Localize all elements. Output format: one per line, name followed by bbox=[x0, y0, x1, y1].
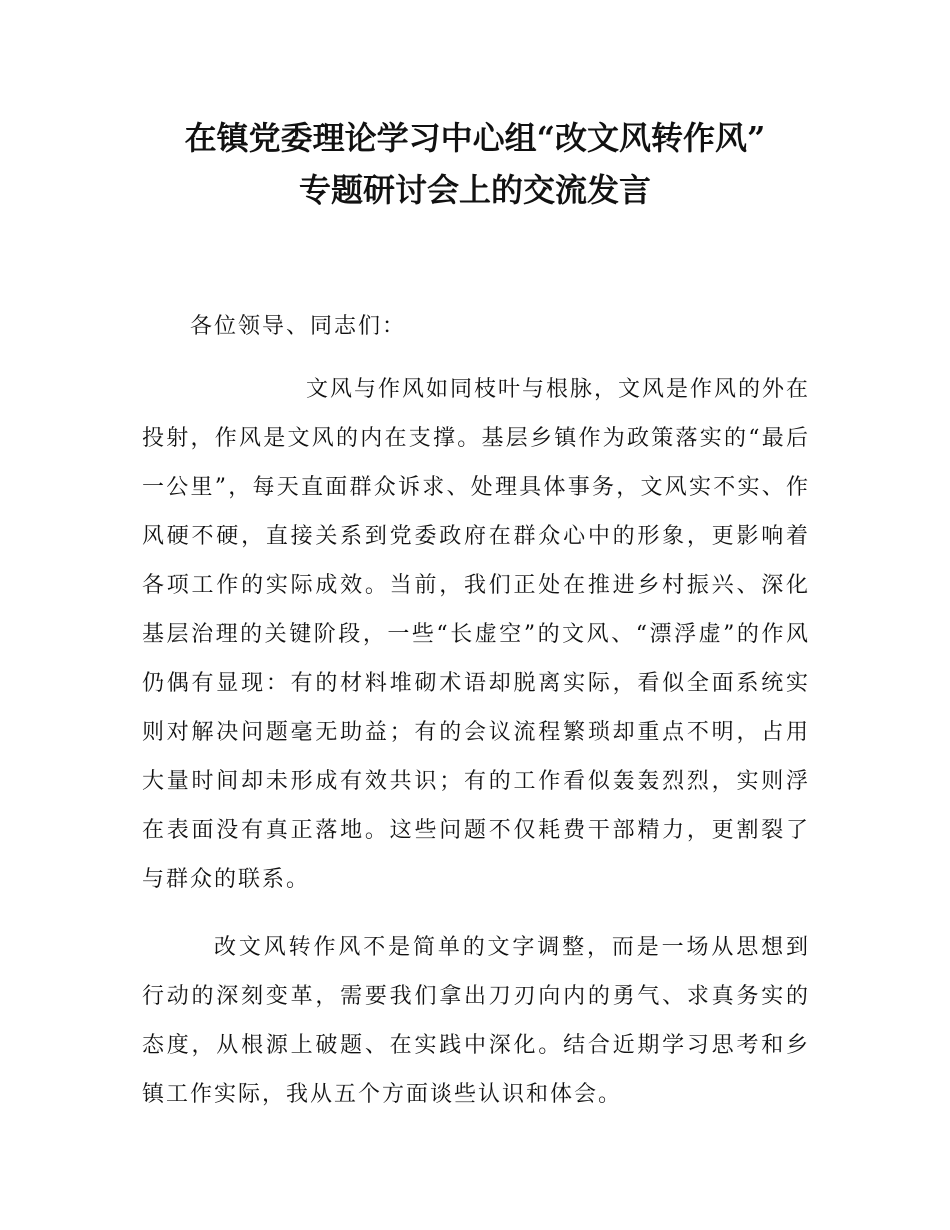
document-title-line-2: 专题研讨会上的交流发言 bbox=[298, 171, 651, 209]
document-title-line-1: 在镇党委理论学习中心组“改文风转作风” bbox=[184, 119, 766, 157]
salutation: 各位领导、同志们： bbox=[190, 314, 407, 339]
paragraph-1: 文风与作风如同枝叶与根脉，文风是作风的外在投射，作风是文风的内在支撑。基层乡镇作为政策落实的“最后一公里”，每天直面群众诉求、处理具体事务，文风实不实、作风硬不硬，直接关系到党委政府在群众心中的形象，更影响着各项工作的实际成效。当前，我们正处在推进乡村振兴、深化基层治理的关键阶段，一些“长虚空”的文风、“漂浮虚”的作风仍偶有显现：有的材料堆砌术语却脱离实际，看似全面系统实则对解决问题毫无助益；有的会议流程繁琐却重点不明，占用大量时间却未形成有效共识；有的工作看似轰轰烈烈，实则浮在表面没有真正落地。这些问题不仅耗费干部精力，更割裂了与群众的联系。 bbox=[142, 377, 811, 892]
paragraph-2: 改文风转作风不是简单的文字调整，而是一场从思想到行动的深刻变革，需要我们拿出刀刃向内的勇气、求真务实的态度，从根源上破题、在实践中深化。结合近期学习思考和乡镇工作实际，我从五个方面谈些认识和体会。 bbox=[142, 935, 810, 1107]
